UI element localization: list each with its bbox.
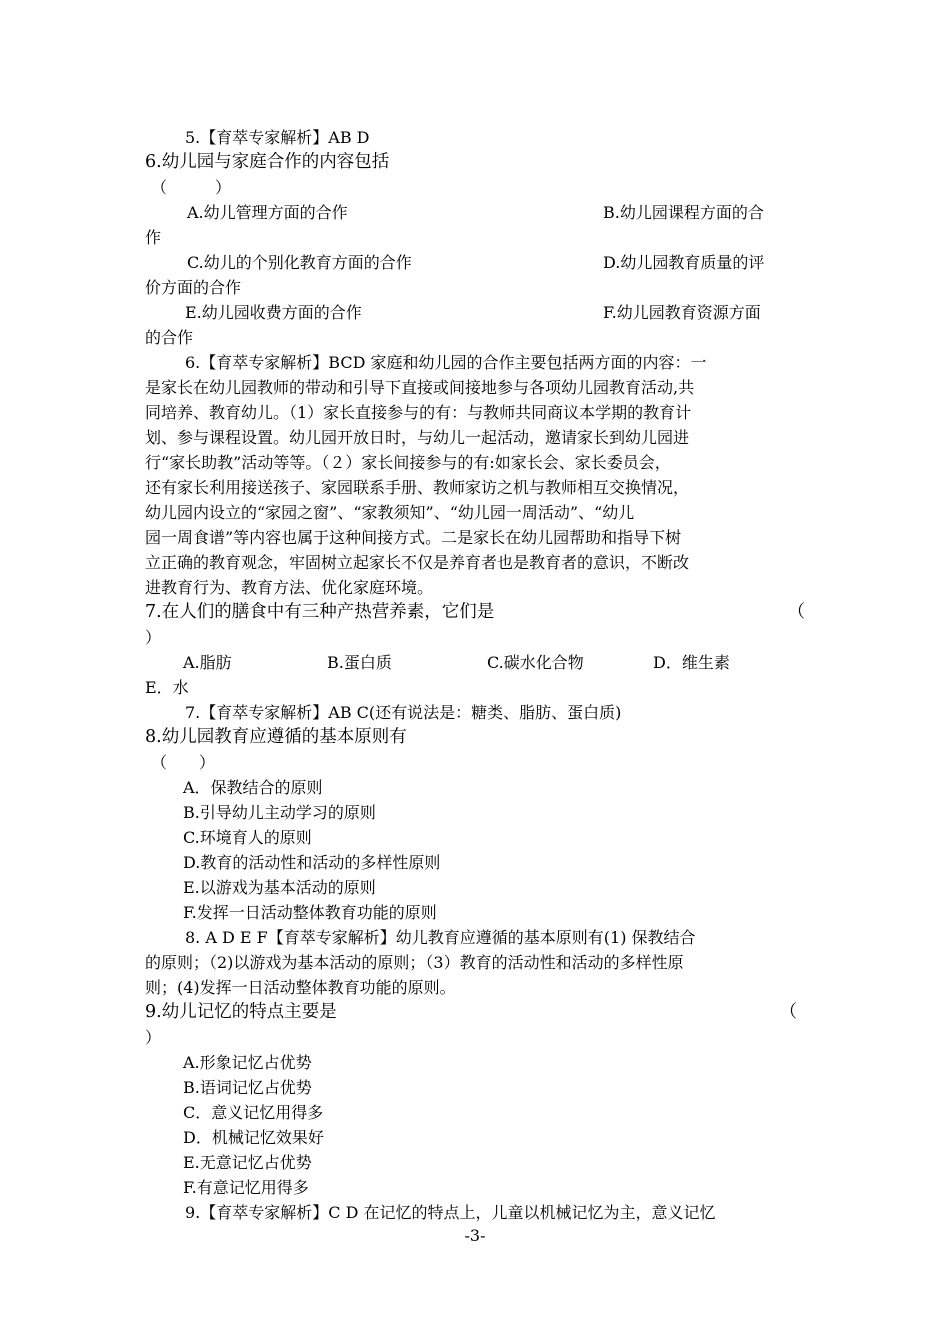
option-row [145, 250, 805, 275]
option-row [145, 650, 805, 675]
question-7 [145, 600, 805, 625]
option-d: D.教育的活动性和活动的多样性原则 [183, 853, 441, 872]
option-f: F.发挥一日活动整体教育功能的原则 [183, 903, 437, 922]
option-b: B.幼儿园课程方面的合 [603, 203, 764, 222]
option-e: E.无意记忆占优势 [183, 1153, 312, 1172]
option-e: E.幼儿园收费方面的合作 [185, 303, 362, 322]
option-c: C.幼儿的个别化教育方面的合作 [187, 253, 412, 272]
option-b: B.语词记忆占优势 [183, 1078, 312, 1097]
answer-6-line: 幼儿园内设立的“家园之窗”、“家教须知”、“幼儿园一周活动”、“幼儿 [145, 503, 635, 522]
option-f-cont: 的合作 [145, 328, 194, 347]
option-row [145, 200, 805, 225]
answer-6-line: 还有家长利用接送孩子、家园联系手册、教师家访之机与教师相互交换情况， [145, 478, 690, 497]
answer-6-line: 行“家长助教”活动等等。（２）家长间接参与的有:如家长会、家长委员会， [145, 453, 671, 472]
answer-6-line: 6.【育萃专家解析】BCD 家庭和幼儿园的合作主要包括两方面的内容：一 [185, 353, 707, 372]
option-b: B.蛋白质 [327, 653, 392, 672]
answer-paren-right: ） [145, 628, 162, 647]
question-9-text: 9.幼儿记忆的特点主要是 [145, 1002, 337, 1022]
option-f: F.幼儿园教育资源方面 [603, 303, 761, 322]
question-8: 8.幼儿园教育应遵循的基本原则有 [145, 727, 407, 747]
answer-paren-right: ） [145, 1028, 162, 1047]
answer-6-line: 立正确的教育观念，牢固树立起家长不仅是养育者也是教育者的意识，不断改 [145, 553, 690, 572]
option-c: C.环境育人的原则 [183, 828, 312, 847]
answer-6-line: 同培养、教育幼儿。（1）家长直接参与的有：与教师共同商议本学期的教育计 [145, 403, 692, 422]
option-a: A.形象记忆占优势 [183, 1053, 312, 1072]
document-body [145, 125, 805, 1225]
option-e: E.以游戏为基本活动的原则 [183, 878, 376, 897]
option-f: F.有意记忆用得多 [183, 1178, 309, 1197]
page-number: -3- [464, 1226, 486, 1245]
option-a: A．保教结合的原则 [183, 778, 323, 797]
answer-8-line: 的原则；（2)以游戏为基本活动的原则；（3）教育的活动性和活动的多样性原 [145, 953, 684, 972]
question-6: 6.幼儿园与家庭合作的内容包括 [145, 152, 390, 172]
answer-6-line: 进教育行为、教育方法、优化家庭环境。 [145, 578, 434, 597]
option-d-cont: 价方面的合作 [145, 278, 242, 297]
answer-6-line: 园一周食谱”等内容也属于这种间接方式。二是家长在幼儿园帮助和指导下树 [145, 528, 682, 547]
option-c: C.碳水化合物 [487, 653, 584, 672]
answer-8-line: 则；(4)发挥一日活动整体教育功能的原则。 [145, 978, 456, 997]
option-a: A.幼儿管理方面的合作 [187, 203, 348, 222]
option-row [145, 300, 805, 325]
option-b-cont: 作 [145, 228, 162, 247]
answer-paren: （ ） [151, 178, 232, 197]
option-b: B.引导幼儿主动学习的原则 [183, 803, 376, 822]
option-d: D．机械记忆效果好 [183, 1128, 324, 1147]
answer-6-line: 是家长在幼儿园教师的带动和引导下直接或间接地参与各项幼儿园教育活动,共 [145, 378, 695, 397]
answer-6-line: 划、参与课程设置。幼儿园开放日时，与幼儿一起活动，邀请家长到幼儿园进 [145, 428, 690, 447]
option-d: D．维生素 [653, 653, 730, 672]
option-c: C．意义记忆用得多 [183, 1103, 324, 1122]
answer-paren-left: （ [787, 602, 805, 622]
answer-8-line: 8. A D E F【育萃专家解析】幼儿教育应遵循的基本原则有(1) 保教结合 [185, 928, 696, 947]
option-a: A.脂肪 [183, 653, 232, 672]
answer-paren-left: （ [779, 1002, 797, 1022]
answer-paren: （ ） [151, 753, 216, 772]
option-e: E．水 [145, 678, 189, 697]
question-9 [145, 1000, 805, 1025]
option-d: D.幼儿园教育质量的评 [603, 253, 765, 272]
question-7-text: 7.在人们的膳食中有三种产热营养素，它们是 [145, 602, 495, 622]
answer-7: 7.【育萃专家解析】AB C(还有说法是：糖类、脂肪、蛋白质) [185, 703, 622, 722]
answer-9-line: 9.【育萃专家解析】C D 在记忆的特点上，儿童以机械记忆为主，意义记忆 [185, 1203, 716, 1222]
answer-5: 5.【育萃专家解析】AB D [185, 128, 370, 147]
